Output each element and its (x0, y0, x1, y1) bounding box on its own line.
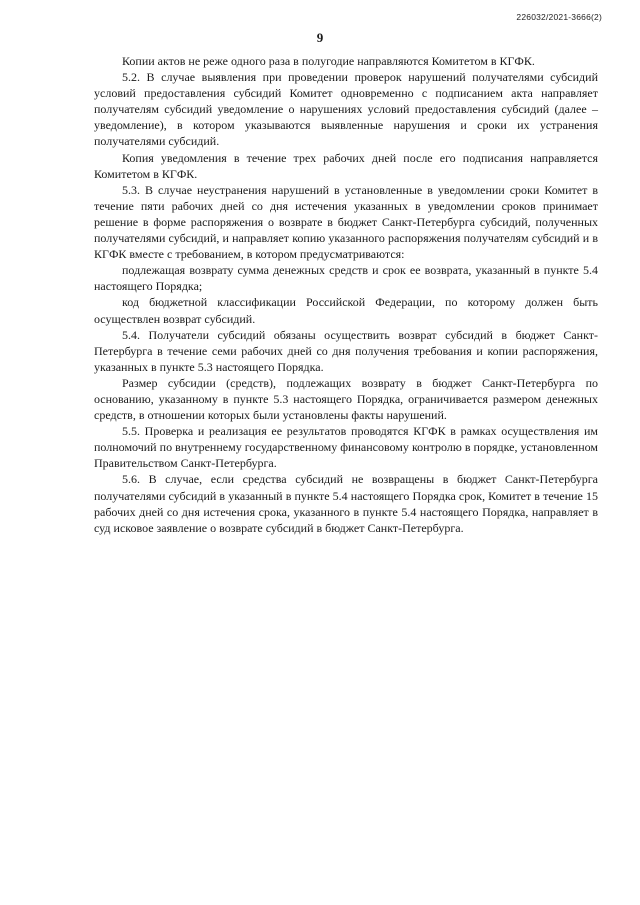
paragraph-budget-code: код бюджетной классификации Российской Федерации, по которому должен быть осуществлен возврат субсидий. (94, 295, 598, 326)
paragraph-5-5: 5.5. Проверка и реализация ее результатов проводятся КГФК в рамках осуществления им полномочий по внутреннему государственному финансовому контролю в порядке, установленном Правительством Санкт-Петербурга. (94, 424, 598, 471)
page-number: 9 (316, 30, 324, 45)
paragraph-5-4: 5.4. Получатели субсидий обязаны осуществить возврат субсидий в бюджет Санкт-Петербурга в течение семи рабочих дней со дня получения требования и копии распоряжения, указанных в пункте 5.3 настоящего Порядка. (94, 327, 598, 374)
paragraph-subsidy-size: Размер субсидии (средств), подлежащих возврату в бюджет Санкт-Петербурга по основанию, указанному в пункте 5.3 настоящего Порядка, ограничивается размером денежных средств, в отношении которых были установлены факты нарушений. (94, 375, 598, 423)
paragraph-5-2: 5.2. В случае выявления при проведении проверок нарушений получателями субсидий условий предоставления субсидий Комитет одновременно с подписанием акта направляет получателям субсидий уведомление о нарушениях условий предоставления субсидий (далее – уведомление), в котором указываются выявленные нарушения и сроки их устранения получателями субсидий. (94, 70, 598, 149)
document-body (94, 53, 598, 536)
paragraph-5-3: 5.3. В случае неустранения нарушений в установленные в уведомлении сроки Комитет в течение пяти рабочих дней со дня истечения указанных в уведомлении сроков принимает решение в форме распоряжения о возврате в бюджет Санкт-Петербурга субсидий, полученных получателями субсидий, и направляет копию указанного распоряжения получателям субсидий и в КГФК вместе с требованием, в котором предусматриваются: (94, 182, 598, 262)
document-id: 226032/2021-3666(2) (516, 12, 602, 22)
paragraph-acts-copies: Копии актов не реже одного раза в полугодие направляются Комитетом в КГФК. (122, 54, 535, 68)
paragraph-5-6: 5.6. В случае, если средства субсидий не возвращены в бюджет Санкт-Петербурга получателями субсидий в указанный в пункте 5.4 настоящего Порядка срок, Комитет в течение 15 рабочих дней со дня истечения срока, указанного в пункте 5.4 настоящего Порядка, направляет в суд исковое заявление о возврате субсидий в бюджет Санкт-Петербурга. (94, 472, 598, 535)
paragraph-notification-copy: Копия уведомления в течение трех рабочих дней после его подписания направляется Комитетом в КГФК. (94, 150, 598, 181)
paragraph-refund-amount: подлежащая возврату сумма денежных средств и срок ее возврата, указанный в пункте 5.4 настоящего Порядка; (94, 263, 598, 294)
